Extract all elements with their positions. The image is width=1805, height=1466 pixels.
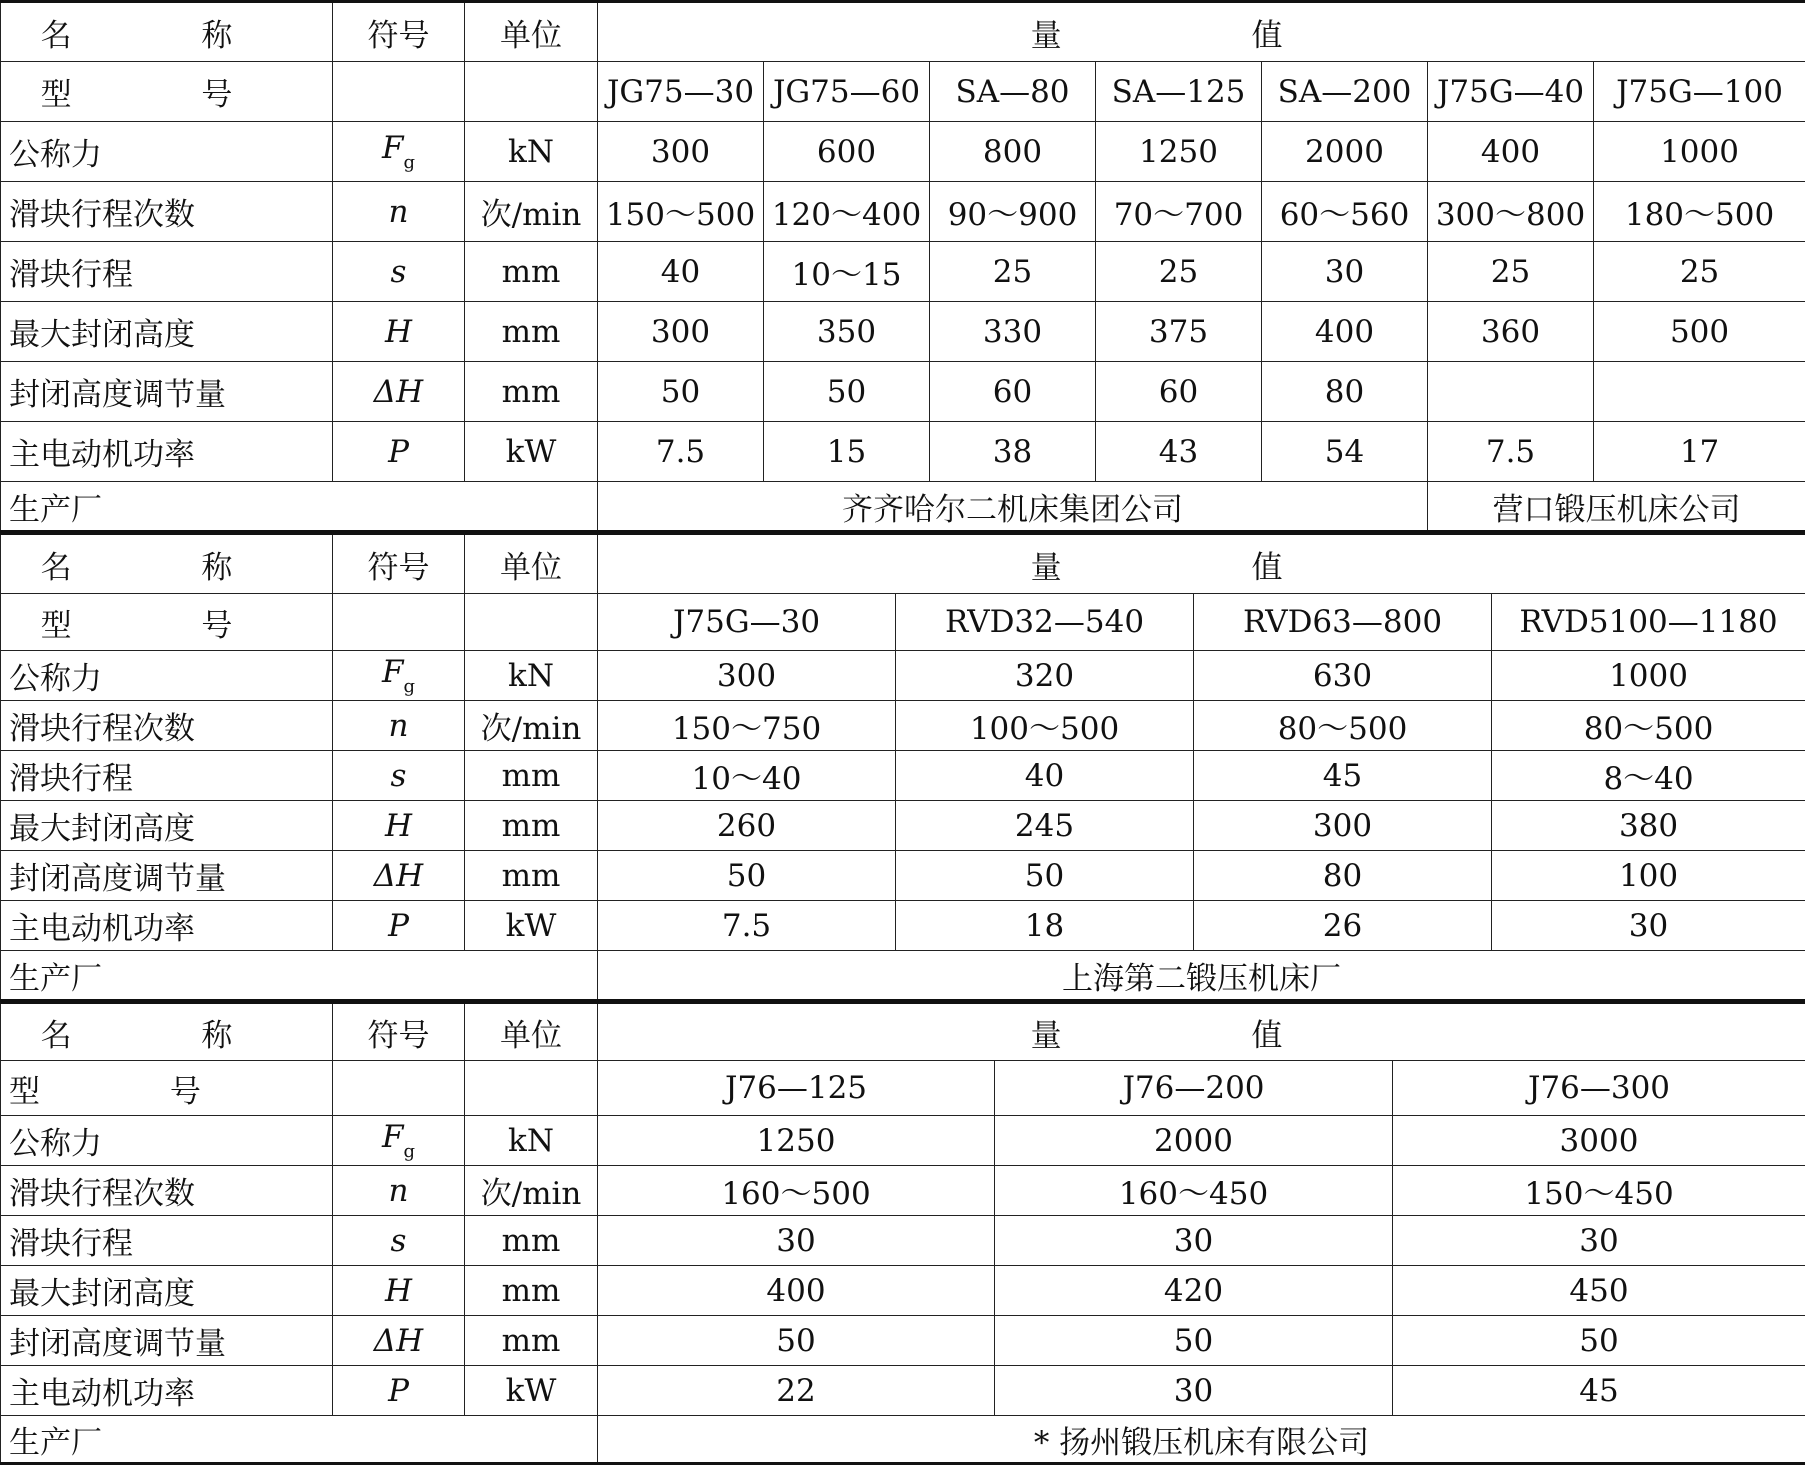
value-cell: 450	[1393, 1266, 1805, 1316]
factory-label: 生产厂	[1, 951, 598, 1001]
power-row	[1, 1366, 1805, 1416]
adjust-row	[1, 851, 1805, 901]
value-cell: 30	[1393, 1216, 1805, 1266]
factory-cell: * 扬州锻压机床有限公司	[598, 1416, 1805, 1464]
value-cell: 45	[1393, 1366, 1805, 1416]
symbol-cell: n	[333, 701, 465, 751]
row-label: 公称力	[1, 651, 333, 701]
unit-cell: 次/min	[465, 1166, 598, 1216]
value-header: 量 值	[598, 1003, 1805, 1061]
name-header: 名 称	[1, 1003, 333, 1061]
symbol-cell: n	[333, 1166, 465, 1216]
power-row	[1, 422, 1805, 482]
value-cell: 18	[896, 901, 1194, 951]
value-cell: 420	[995, 1266, 1393, 1316]
strokes-row	[1, 701, 1805, 751]
value-cell	[1428, 362, 1594, 422]
value-cell: 120～400	[764, 182, 930, 242]
factory-label: 生产厂	[1, 482, 598, 532]
unit-cell: kN	[465, 122, 598, 182]
value-cell: 10～15	[764, 242, 930, 302]
model-cell: J76—125	[598, 1061, 995, 1116]
value-cell: 375	[1096, 302, 1262, 362]
value-cell: 245	[896, 801, 1194, 851]
symbol-cell: n	[333, 182, 465, 242]
header-row	[1, 2, 1805, 62]
value-cell: 10～40	[598, 751, 896, 801]
value-cell: 7.5	[598, 901, 896, 951]
model-row	[1, 62, 1805, 122]
row-label: 滑块行程次数	[1, 1166, 333, 1216]
value-cell: 60	[1096, 362, 1262, 422]
value-cell: 15	[764, 422, 930, 482]
symbol-cell: P	[333, 1366, 465, 1416]
value-cell: 25	[1594, 242, 1805, 302]
symbol-header: 符号	[333, 1003, 465, 1061]
value-cell: 300	[598, 302, 764, 362]
value-cell: 50	[764, 362, 930, 422]
value-cell: 400	[1262, 302, 1428, 362]
value-cell: 30	[995, 1216, 1393, 1266]
model-cell: J76—200	[995, 1061, 1393, 1116]
unit-cell: mm	[465, 1266, 598, 1316]
empty-cell	[333, 62, 465, 122]
model-cell: RVD32—540	[896, 594, 1194, 651]
unit-cell: kW	[465, 422, 598, 482]
symbol-cell: $F_g$	[333, 1116, 465, 1166]
value-cell: 25	[1428, 242, 1594, 302]
factory-cell: 营口锻压机床公司	[1428, 482, 1805, 532]
value-cell: 22	[598, 1366, 995, 1416]
value-cell: 30	[1492, 901, 1805, 951]
factory-row	[1, 1416, 1805, 1464]
value-cell: 8～40	[1492, 751, 1805, 801]
empty-cell	[465, 1061, 598, 1116]
adjust-row	[1, 1316, 1805, 1366]
model-cell: SA—200	[1262, 62, 1428, 122]
spec-table-3	[0, 1001, 1805, 1465]
symbol-cell: $F_g$	[333, 122, 465, 182]
symbol-cell: ΔH	[333, 1316, 465, 1366]
empty-cell	[465, 62, 598, 122]
value-cell: 320	[896, 651, 1194, 701]
model-cell: J75G—30	[598, 594, 896, 651]
value-cell: 50	[598, 851, 896, 901]
symbol-header: 符号	[333, 534, 465, 594]
model-row	[1, 594, 1805, 651]
value-cell: 50	[598, 1316, 995, 1366]
value-cell: 350	[764, 302, 930, 362]
model-cell: RVD63—800	[1194, 594, 1492, 651]
symbol-cell: s	[333, 1216, 465, 1266]
value-cell: 7.5	[598, 422, 764, 482]
value-cell: 50	[896, 851, 1194, 901]
value-cell: 45	[1194, 751, 1492, 801]
row-label: 公称力	[1, 122, 333, 182]
unit-cell: mm	[465, 302, 598, 362]
value-cell: 54	[1262, 422, 1428, 482]
unit-cell: 次/min	[465, 182, 598, 242]
factory-cell: 上海第二锻压机床厂	[598, 951, 1805, 1001]
value-cell: 30	[1262, 242, 1428, 302]
spec-table-2	[0, 532, 1805, 1002]
value-cell: 80	[1194, 851, 1492, 901]
symbol-header: 符号	[333, 2, 465, 62]
unit-cell: kN	[465, 651, 598, 701]
value-cell: 800	[930, 122, 1096, 182]
row-label: 主电动机功率	[1, 422, 333, 482]
model-label: 型 号	[1, 1061, 333, 1116]
row-label: 滑块行程次数	[1, 182, 333, 242]
adjust-row	[1, 362, 1805, 422]
value-cell: 90～900	[930, 182, 1096, 242]
value-cell: 380	[1492, 801, 1805, 851]
factory-label: 生产厂	[1, 1416, 598, 1464]
row-label: 滑块行程次数	[1, 701, 333, 751]
value-cell: 100～500	[896, 701, 1194, 751]
unit-header: 单位	[465, 2, 598, 62]
value-cell: 40	[896, 751, 1194, 801]
value-cell: 17	[1594, 422, 1805, 482]
unit-cell: mm	[465, 242, 598, 302]
force-row	[1, 122, 1805, 182]
symbol-cell: P	[333, 422, 465, 482]
height-row	[1, 801, 1805, 851]
model-label: 型 号	[1, 594, 333, 651]
empty-cell	[333, 1061, 465, 1116]
value-cell: 50	[995, 1316, 1393, 1366]
value-cell: 60～560	[1262, 182, 1428, 242]
unit-header: 单位	[465, 534, 598, 594]
model-cell: JG75—60	[764, 62, 930, 122]
spec-table-1	[0, 0, 1805, 533]
unit-cell: kW	[465, 1366, 598, 1416]
value-cell: 400	[1428, 122, 1594, 182]
row-label: 最大封闭高度	[1, 801, 333, 851]
stroke-row	[1, 242, 1805, 302]
value-cell: 100	[1492, 851, 1805, 901]
factory-cell: 齐齐哈尔二机床集团公司	[598, 482, 1428, 532]
stroke-row	[1, 751, 1805, 801]
value-cell: 26	[1194, 901, 1492, 951]
value-cell: 60	[930, 362, 1096, 422]
value-cell: 630	[1194, 651, 1492, 701]
unit-cell: mm	[465, 1216, 598, 1266]
value-cell: 30	[598, 1216, 995, 1266]
value-cell: 80	[1262, 362, 1428, 422]
value-cell: 1250	[598, 1116, 995, 1166]
row-label: 最大封闭高度	[1, 1266, 333, 1316]
value-cell: 80～500	[1492, 701, 1805, 751]
value-cell: 1250	[1096, 122, 1262, 182]
value-cell: 300	[598, 651, 896, 701]
value-cell: 600	[764, 122, 930, 182]
row-label: 主电动机功率	[1, 901, 333, 951]
value-cell	[1594, 362, 1805, 422]
name-header: 名 称	[1, 2, 333, 62]
unit-cell: mm	[465, 1316, 598, 1366]
factory-row	[1, 951, 1805, 1001]
value-cell: 50	[598, 362, 764, 422]
model-cell: SA—80	[930, 62, 1096, 122]
symbol-cell: H	[333, 302, 465, 362]
value-cell: 180～500	[1594, 182, 1805, 242]
unit-cell: mm	[465, 801, 598, 851]
value-cell: 300	[598, 122, 764, 182]
value-header: 量 值	[598, 2, 1805, 62]
model-cell: RVD5100—1180	[1492, 594, 1805, 651]
value-header: 量 值	[598, 534, 1805, 594]
row-label: 滑块行程	[1, 751, 333, 801]
value-cell: 7.5	[1428, 422, 1594, 482]
symbol-cell: s	[333, 242, 465, 302]
height-row	[1, 1266, 1805, 1316]
value-cell: 160～450	[995, 1166, 1393, 1216]
symbol-cell: H	[333, 1266, 465, 1316]
symbol-cell: $F_g$	[333, 651, 465, 701]
model-cell: SA—125	[1096, 62, 1262, 122]
force-row	[1, 651, 1805, 701]
unit-header: 单位	[465, 1003, 598, 1061]
symbol-cell: P	[333, 901, 465, 951]
header-row	[1, 1003, 1805, 1061]
unit-cell: kN	[465, 1116, 598, 1166]
stroke-row	[1, 1216, 1805, 1266]
value-cell: 80～500	[1194, 701, 1492, 751]
value-cell: 160～500	[598, 1166, 995, 1216]
value-cell: 400	[598, 1266, 995, 1316]
strokes-row	[1, 182, 1805, 242]
symbol-cell: ΔH	[333, 851, 465, 901]
value-cell: 1000	[1492, 651, 1805, 701]
value-cell: 43	[1096, 422, 1262, 482]
row-label: 主电动机功率	[1, 1366, 333, 1416]
value-cell: 330	[930, 302, 1096, 362]
empty-cell	[333, 594, 465, 651]
symbol-cell: s	[333, 751, 465, 801]
row-label: 封闭高度调节量	[1, 851, 333, 901]
value-cell: 2000	[995, 1116, 1393, 1166]
header-row	[1, 534, 1805, 594]
model-row	[1, 1061, 1805, 1116]
model-cell: J75G—40	[1428, 62, 1594, 122]
value-cell: 1000	[1594, 122, 1805, 182]
unit-cell: mm	[465, 362, 598, 422]
value-cell: 150～500	[598, 182, 764, 242]
model-cell: J75G—100	[1594, 62, 1805, 122]
row-label: 封闭高度调节量	[1, 1316, 333, 1366]
model-cell: J76—300	[1393, 1061, 1805, 1116]
row-label: 滑块行程	[1, 1216, 333, 1266]
row-label: 封闭高度调节量	[1, 362, 333, 422]
row-label: 公称力	[1, 1116, 333, 1166]
value-cell: 150～450	[1393, 1166, 1805, 1216]
factory-row	[1, 482, 1805, 532]
power-row	[1, 901, 1805, 951]
height-row	[1, 302, 1805, 362]
unit-cell: 次/min	[465, 701, 598, 751]
empty-cell	[465, 594, 598, 651]
value-cell: 300～800	[1428, 182, 1594, 242]
value-cell: 150～750	[598, 701, 896, 751]
unit-cell: kW	[465, 901, 598, 951]
unit-cell: mm	[465, 851, 598, 901]
value-cell: 40	[598, 242, 764, 302]
value-cell: 70～700	[1096, 182, 1262, 242]
value-cell: 38	[930, 422, 1096, 482]
name-header: 名 称	[1, 534, 333, 594]
force-row	[1, 1116, 1805, 1166]
value-cell: 260	[598, 801, 896, 851]
unit-cell: mm	[465, 751, 598, 801]
value-cell: 25	[1096, 242, 1262, 302]
model-label: 型 号	[1, 62, 333, 122]
strokes-row	[1, 1166, 1805, 1216]
symbol-cell: H	[333, 801, 465, 851]
symbol-cell: ΔH	[333, 362, 465, 422]
value-cell: 300	[1194, 801, 1492, 851]
value-cell: 25	[930, 242, 1096, 302]
value-cell: 50	[1393, 1316, 1805, 1366]
value-cell: 2000	[1262, 122, 1428, 182]
value-cell: 3000	[1393, 1116, 1805, 1166]
value-cell: 500	[1594, 302, 1805, 362]
value-cell: 30	[995, 1366, 1393, 1416]
value-cell: 360	[1428, 302, 1594, 362]
model-cell: JG75—30	[598, 62, 764, 122]
row-label: 滑块行程	[1, 242, 333, 302]
row-label: 最大封闭高度	[1, 302, 333, 362]
